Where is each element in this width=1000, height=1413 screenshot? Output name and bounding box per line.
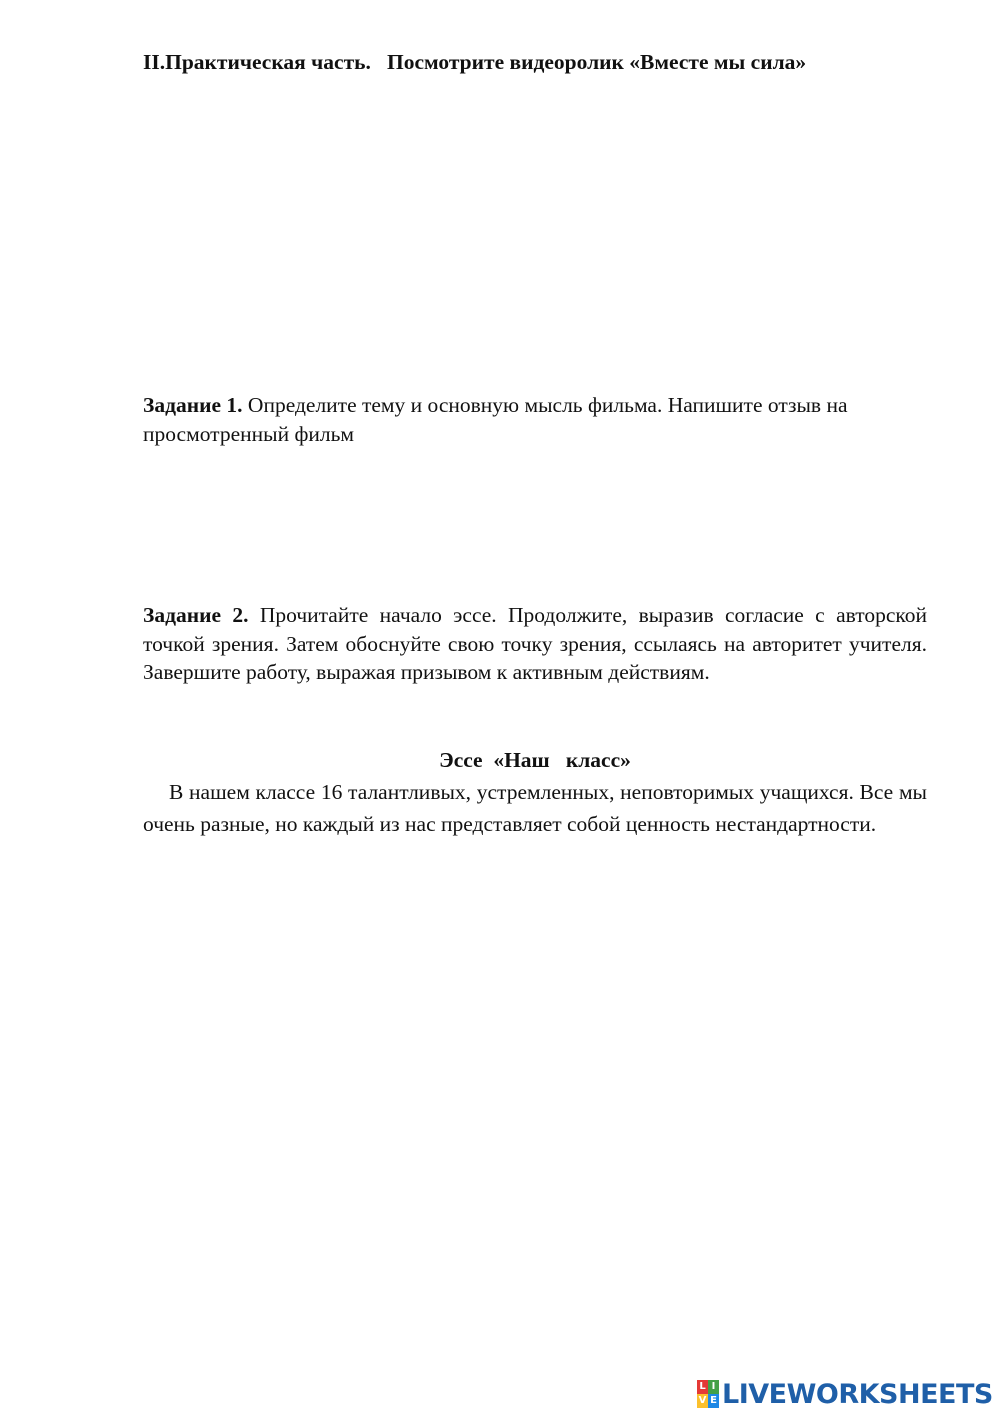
task-1-label: Задание 1. <box>143 393 243 417</box>
essay-text: В нашем классе 16 талантливых, устремленных, неповторимых учащихся. Все мы очень разные, но каждый из нас представляет собой ценность нестандартности. <box>143 780 927 836</box>
task-2-text: Прочитайте начало эссе. Продолжите, выразив согласие с авторской точкой зрения. Затем обоснуйте свою точку зрения, ссылаясь на авторитет учителя. Завершите работу, выражая призывом к активным действиям. <box>143 603 927 684</box>
section-heading: II.Практическая часть. Посмотрите видеоролик «Вместе мы сила» <box>143 50 807 74</box>
task-1 <box>143 391 927 448</box>
liveworksheets-logo <box>697 1378 993 1410</box>
logo-mark-letter: L <box>697 1380 708 1394</box>
logo-mark-letter: I <box>708 1380 719 1394</box>
task-2 <box>143 601 927 687</box>
logo-mark-letter: V <box>698 1395 707 1406</box>
liveworksheets-logo-icon <box>697 1380 719 1408</box>
task-1-text: Определите тему и основную мысль фильма. Напишите отзыв на просмотренный фильм <box>143 393 848 446</box>
essay-title: Эссе «Наш класс» <box>439 748 631 772</box>
logo-mark-letter: E <box>708 1394 719 1408</box>
task-2-label: Задание 2. <box>143 603 249 627</box>
liveworksheets-logo-text: LIVEWORKSHEETS <box>722 1378 993 1410</box>
